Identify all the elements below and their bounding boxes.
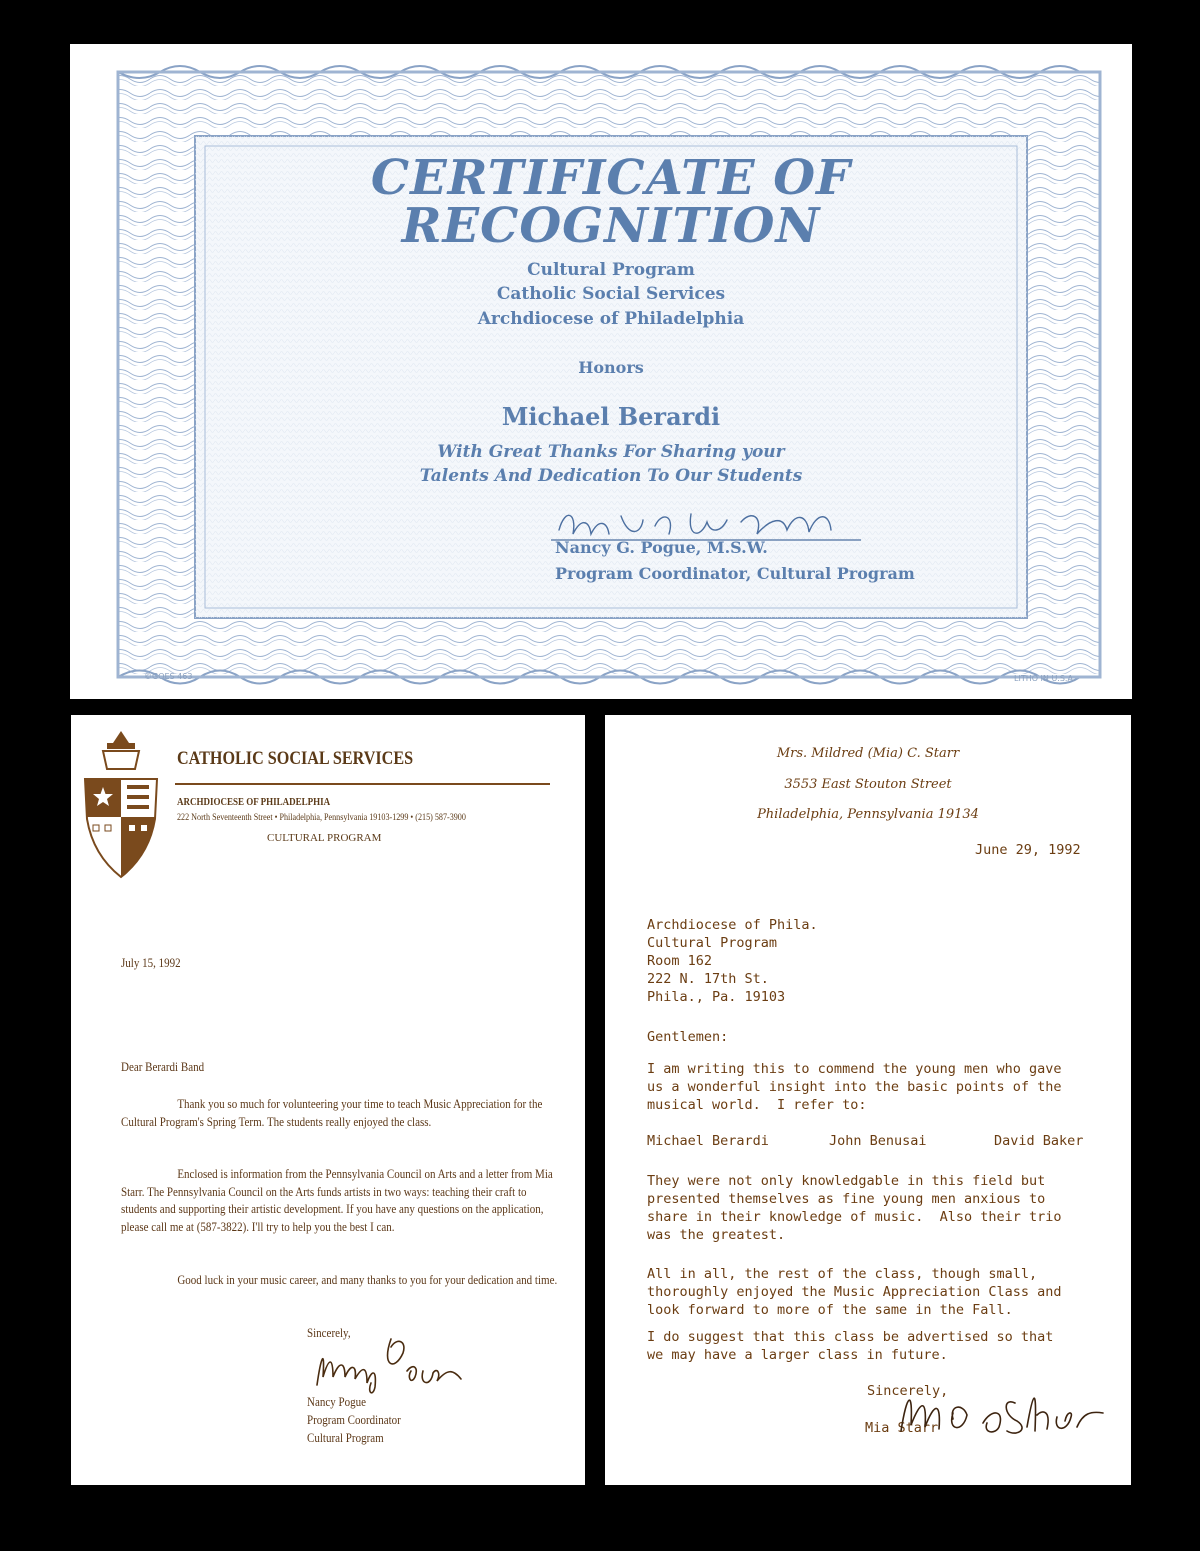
starr-para4-line: we may have a larger class in future. — [647, 1347, 948, 1363]
starr-name-1: Michael Berardi — [647, 1133, 769, 1149]
css-letter-para2: Enclosed is information from the Pennsylvania Council on Arts and a letter from Mia Starr. The Pennsylvania Council on the Arts funds artists in two ways: teaching their craft to students and supporting their artistic development. If you have any questions on the application, please call me at (587-3822). I'll try to help you the best I can. — [121, 1167, 553, 1234]
starr-sender-street: 3553 East Stouton Street — [784, 777, 952, 792]
certificate-org-line3: Archdiocese of Philadelphia — [477, 309, 745, 329]
certificate-signer-title: Program Coordinator, Cultural Program — [555, 564, 915, 583]
certificate-title-line1: CERTIFICATE OF — [370, 150, 852, 206]
certificate-recipient: Michael Berardi — [501, 402, 721, 431]
starr-para4-line: I do suggest that this class be advertised so that — [647, 1329, 1054, 1345]
starr-para2-line: presented themselves as fine young men anxious to — [647, 1191, 1046, 1207]
starr-para2-line: They were not only knowledgable in this field but — [647, 1173, 1046, 1189]
starr-recipient-line: Cultural Program — [647, 935, 778, 951]
css-letter-signer-name: Nancy Pogue — [307, 1395, 366, 1409]
css-letter-signer-dept: Cultural Program — [307, 1431, 384, 1445]
starr-recipient-line: Phila., Pa. 19103 — [647, 989, 786, 1005]
certificate-honors: Honors — [578, 358, 644, 377]
starr-letter-date: June 29, 1992 — [975, 842, 1081, 858]
starr-closing: Sincerely, — [867, 1383, 949, 1399]
starr-name-3: David Baker — [994, 1133, 1084, 1149]
starr-para3-line: All in all, the rest of the class, though small, — [647, 1266, 1038, 1282]
certificate-body — [195, 136, 1027, 618]
css-letter-para3: Good luck in your music career, and many thanks to you for your dedication and time. — [177, 1273, 558, 1287]
certificate-print-code: ©GOES 463 — [144, 672, 193, 681]
certificate-org-line1: Cultural Program — [527, 260, 695, 280]
starr-signer: Mia Starr — [865, 1420, 939, 1436]
starr-recipient-line: 222 N. 17th St. — [647, 971, 769, 987]
certificate-title-line2: RECOGNITION — [401, 198, 821, 254]
starr-signature — [887, 1343, 1107, 1443]
css-letter-signer-title: Program Coordinator — [307, 1413, 401, 1427]
css-letter-salutation: Dear Berardi Band — [121, 1060, 205, 1074]
starr-sender-name: Mrs. Mildred (Mia) C. Starr — [776, 746, 960, 761]
certificate-org-line2: Catholic Social Services — [496, 284, 726, 304]
starr-para1-line: us a wonderful insight into the basic points of the — [647, 1079, 1062, 1095]
certificate-signer-name: Nancy G. Pogue, M.S.W. — [555, 538, 768, 557]
letterhead-rule — [175, 783, 550, 785]
starr-para2-line: was the greatest. — [647, 1227, 786, 1243]
starr-salutation: Gentlemen: — [647, 1029, 729, 1045]
starr-recipient-line: Room 162 — [647, 953, 713, 969]
certificate-litho: LITHO IN U.S.A. — [1014, 674, 1076, 683]
css-letter-signature — [311, 1327, 471, 1397]
starr-letter — [605, 715, 1131, 1485]
certificate-message-line2: Talents And Dedication To Our Students — [419, 466, 803, 486]
starr-para1-line: I am writing this to commend the young men who gave — [647, 1061, 1062, 1077]
css-address: 222 North Seventeenth Street • Philadelphia, Pennsylvania 19103-1299 • (215) 587-3900 — [177, 812, 466, 822]
css-letter-closing: Sincerely, — [307, 1326, 351, 1340]
css-letter — [71, 715, 585, 1485]
starr-para3-line: thoroughly enjoyed the Music Appreciation Class and — [647, 1284, 1062, 1300]
css-letter-para1: Thank you so much for volunteering your time to teach Music Appreciation for the Cultural Program's Spring Term. The students really enjoyed the class. — [121, 1097, 543, 1129]
starr-recipient-line: Archdiocese of Phila. — [647, 917, 818, 933]
archdiocese-crest-icon — [83, 729, 159, 879]
starr-para3-line: look forward to more of the same in the Fall. — [647, 1302, 1013, 1318]
css-program: CULTURAL PROGRAM — [267, 832, 382, 844]
starr-name-2: John Benusai — [829, 1133, 927, 1149]
css-org-name: CATHOLIC SOCIAL SERVICES — [177, 748, 414, 769]
starr-sender-city: Philadelphia, Pennsylvania 19134 — [757, 807, 979, 822]
css-sub-name: ARCHDIOCESE OF PHILADELPHIA — [177, 797, 331, 808]
css-letter-date: July 15, 1992 — [121, 956, 181, 970]
certificate — [70, 44, 1132, 699]
starr-para2-line: share in their knowledge of music. Also their trio — [647, 1209, 1062, 1225]
starr-para1-line: musical world. I refer to: — [647, 1097, 867, 1113]
certificate-message-line1: With Great Thanks For Sharing your — [437, 442, 785, 462]
